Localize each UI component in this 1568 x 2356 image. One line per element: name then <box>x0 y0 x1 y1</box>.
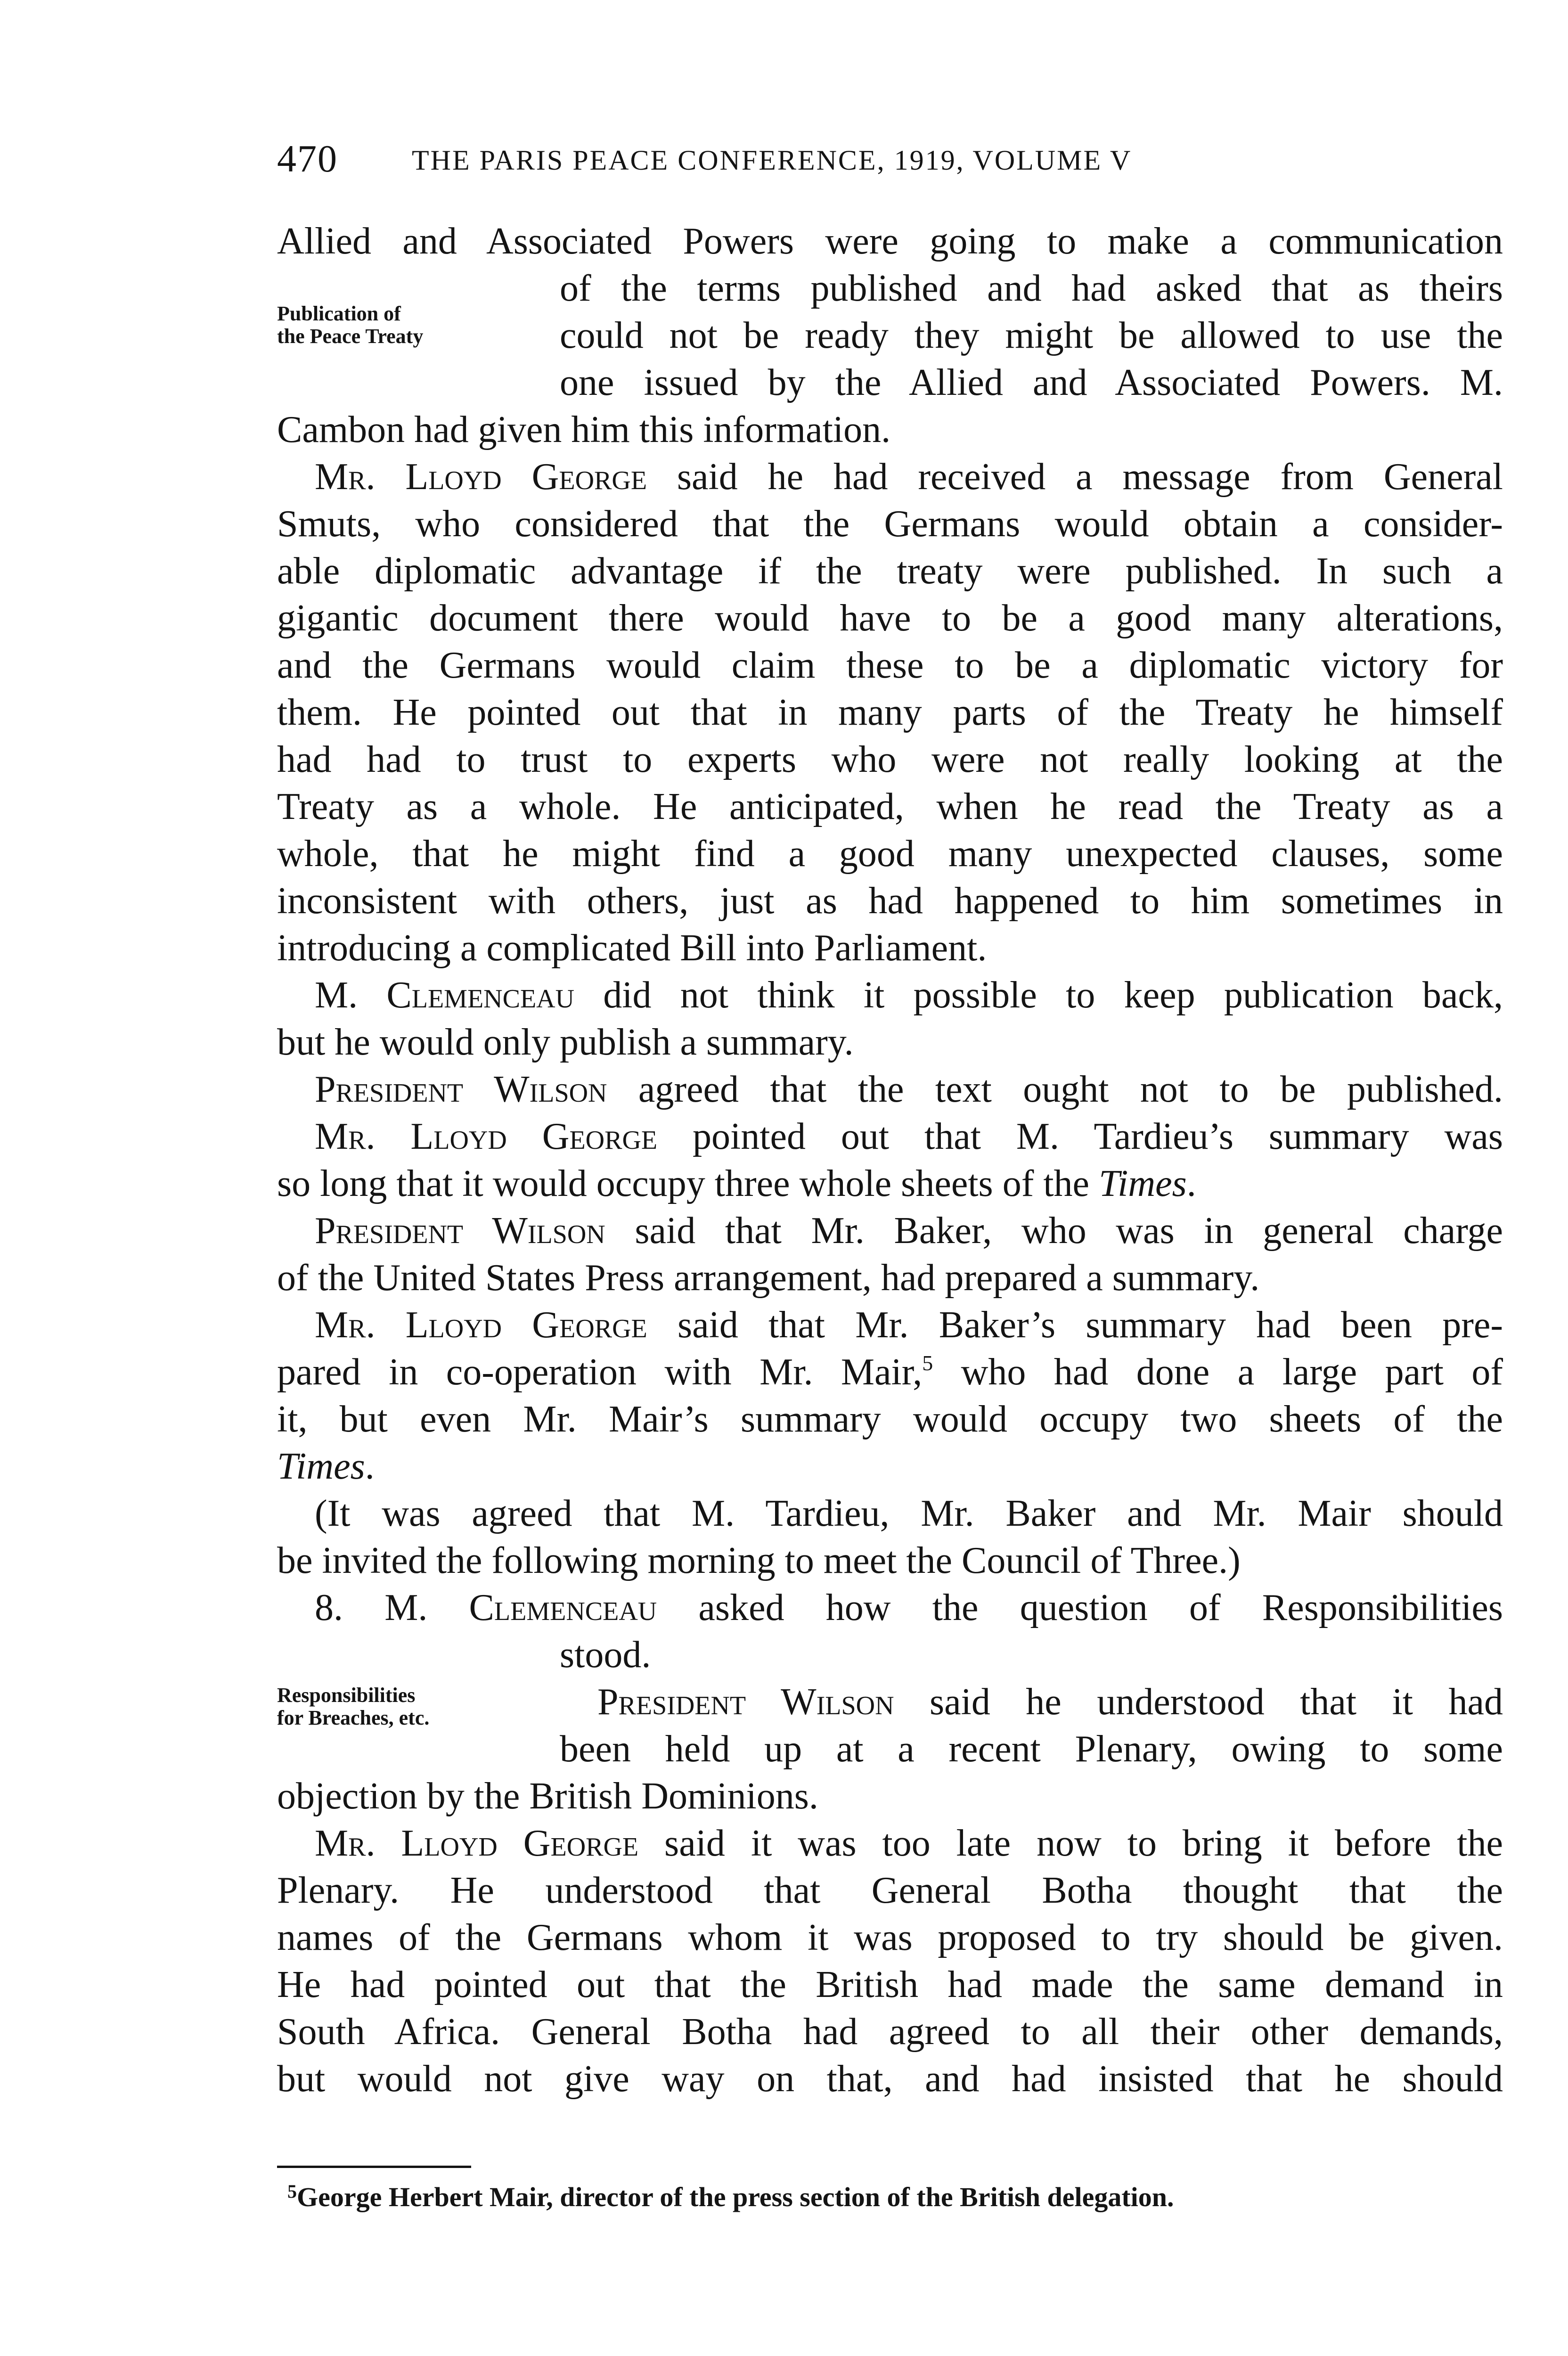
speaker-name: M. Clemenceau <box>315 974 575 1016</box>
italic-title: Times <box>1099 1163 1187 1204</box>
speaker-name: M. Clemenceau <box>384 1587 657 1628</box>
text-line: could not be ready they might be allowed to use the <box>560 315 1503 356</box>
text-line: had had to trust to experts who were not really looking at the <box>277 739 1503 780</box>
line-text: . <box>365 1446 375 1487</box>
footnote-rule <box>277 2166 471 2168</box>
text-line <box>315 1113 1503 1160</box>
text-line: one issued by the Allied and Associated Powers. M. <box>560 362 1503 403</box>
speaker-name: Mr. Lloyd George <box>315 1116 658 1157</box>
text-line: of the terms published and had asked that as theirs <box>560 268 1503 309</box>
text-line <box>277 1160 1503 1207</box>
text-line: them. He pointed out that in many parts of the Treaty he himself <box>277 692 1503 733</box>
text-line <box>315 1066 1503 1113</box>
line-text: agreed that the text ought not to be published. <box>607 1069 1503 1110</box>
line-text: pared in co-operation with Mr. Mair, <box>277 1351 923 1393</box>
line-text: did not think it possible to keep publication back, <box>574 974 1503 1016</box>
item-number: 8. <box>315 1587 385 1628</box>
margin-note-line: Publication of <box>277 302 401 325</box>
text-line <box>315 1820 1503 1867</box>
text-line: (It was agreed that M. Tardieu, Mr. Baker and Mr. Mair should <box>315 1493 1503 1534</box>
speaker-name: Mr. Lloyd George <box>315 456 647 498</box>
footnote-mark: 5 <box>287 2181 297 2202</box>
margin-note-responsibilities <box>277 1684 550 1729</box>
text-line: introducing a complicated Bill into Parliament. <box>277 927 987 969</box>
line-text: who had done a large part of <box>933 1351 1503 1393</box>
text-line: it, but even Mr. Mair’s summary would occupy two sheets of the <box>277 1399 1503 1440</box>
footnote-text: George Herbert Mair, director of the press section of the British delegation. <box>297 2182 1174 2212</box>
text-line: but he would only publish a summary. <box>277 1022 854 1063</box>
line-text: so long that it would occupy three whole sheets of the <box>277 1163 1099 1204</box>
running-title: THE PARIS PEACE CONFERENCE, 1919, VOLUME V <box>412 145 1132 176</box>
text-line: of the United States Press arrangement, had prepared a summary. <box>277 1257 1260 1299</box>
text-line: Smuts, who considered that the Germans would obtain a consider- <box>277 503 1503 545</box>
line-text: said that Mr. Baker, who was in general charge <box>605 1210 1503 1252</box>
line-text: asked how the question of Responsibilities <box>657 1587 1503 1628</box>
text-line: objection by the British Dominions. <box>277 1775 818 1817</box>
text-line: names of the Germans whom it was proposed to try should be given. <box>277 1917 1503 1958</box>
text-line: He had pointed out that the British had made the same demand in <box>277 1964 1503 2005</box>
speaker-name: President Wilson <box>597 1681 894 1723</box>
text-line: able diplomatic advantage if the treaty were published. In such a <box>277 550 1503 592</box>
text-line: and the Germans would claim these to be a diplomatic victory for <box>277 645 1503 686</box>
footnote-reference: 5 <box>922 1351 933 1375</box>
line-text: said he understood that it had <box>894 1681 1503 1723</box>
page-header <box>277 137 1408 188</box>
italic-title: Times <box>277 1446 365 1487</box>
margin-note-line: Responsibilities <box>277 1684 416 1707</box>
text-line <box>597 1678 1503 1726</box>
text-line: stood. <box>560 1634 651 1676</box>
line-text: pointed out that M. Tardieu’s summary was <box>657 1116 1503 1157</box>
text-line <box>315 1301 1503 1349</box>
speaker-name: Mr. Lloyd George <box>315 1304 647 1346</box>
text-line <box>277 1349 1503 1396</box>
speaker-name: President Wilson <box>315 1210 605 1252</box>
line-text: said he had received a message from General <box>647 456 1503 498</box>
margin-note-publication <box>277 303 550 348</box>
text-line: be invited the following morning to meet the Council of Three.) <box>277 1540 1241 1581</box>
margin-note-line: for Breaches, etc. <box>277 1706 430 1729</box>
text-line <box>315 1584 1503 1631</box>
text-line <box>277 1443 1503 1490</box>
text-line <box>315 1207 1503 1254</box>
line-text: said that Mr. Baker’s summary had been pre- <box>647 1304 1503 1346</box>
text-line: but would not give way on that, and had insisted that he should <box>277 2058 1503 2100</box>
text-line: South Africa. General Botha had agreed to all their other demands, <box>277 2011 1503 2053</box>
speaker-name: Mr. Lloyd George <box>315 1823 639 1864</box>
footnote <box>287 2176 1503 2218</box>
text-line <box>315 972 1503 1019</box>
margin-note-line: the Peace Treaty <box>277 325 424 348</box>
page-number: 470 <box>277 137 338 180</box>
text-line: Plenary. He understood that General Botha thought that the <box>277 1870 1503 1911</box>
text-line: whole, that he might find a good many unexpected clauses, some <box>277 833 1503 875</box>
speaker-name: President Wilson <box>315 1069 607 1110</box>
text-line: been held up at a recent Plenary, owing to some <box>560 1728 1503 1770</box>
text-line: Treaty as a whole. He anticipated, when he read the Treaty as a <box>277 786 1503 827</box>
line-text: . <box>1186 1163 1196 1204</box>
text-line: inconsistent with others, just as had happened to him sometimes in <box>277 880 1503 922</box>
text-line: gigantic document there would have to be a good many alterations, <box>277 597 1503 639</box>
line-text: said it was too late now to bring it before the <box>638 1823 1503 1864</box>
text-line: Cambon had given him this information. <box>277 409 891 450</box>
text-line <box>315 453 1503 500</box>
text-line: Allied and Associated Powers were going to make a communication <box>277 221 1503 262</box>
